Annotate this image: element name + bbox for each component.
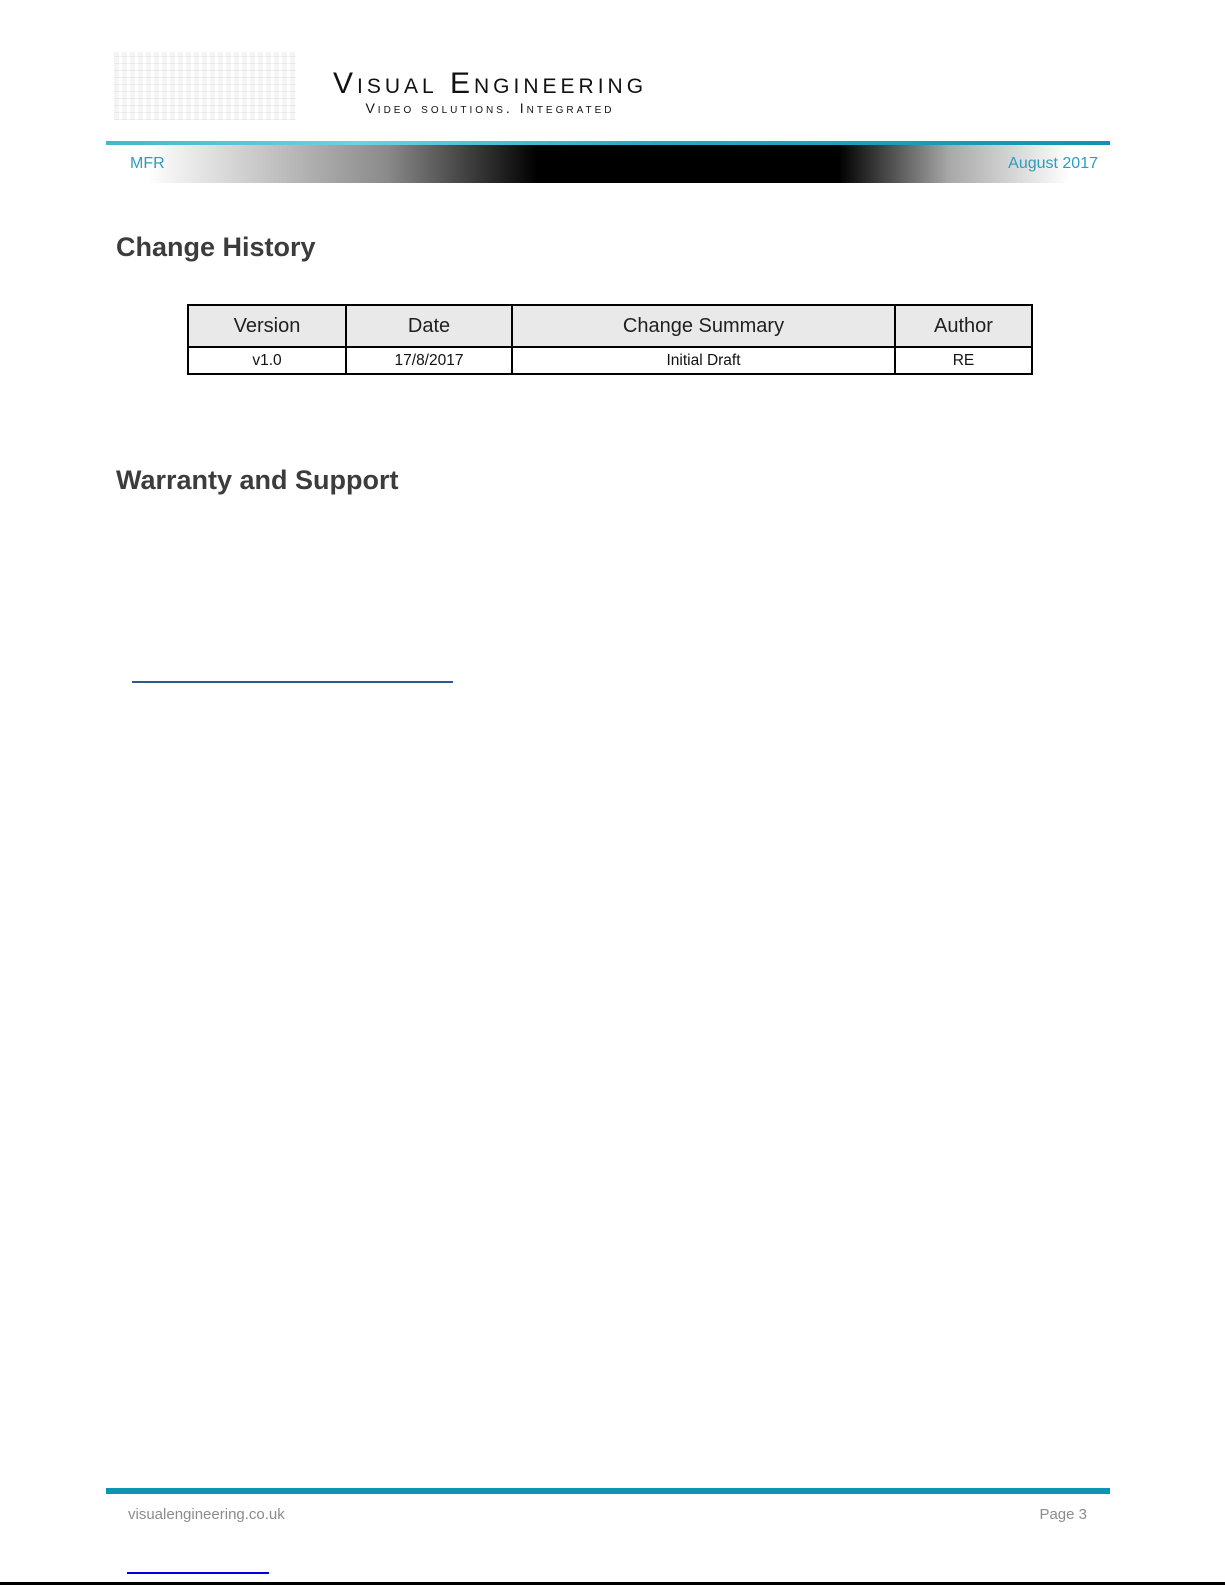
company-logo-title: Visual Engineering: [332, 67, 648, 100]
footer-accent-bar: [106, 1488, 1110, 1494]
footer-website: visualengineering.co.uk: [128, 1505, 285, 1523]
column-header-change-summary: Change Summary: [512, 305, 895, 347]
footer: [106, 1503, 1110, 1525]
column-header-date: Date: [346, 305, 512, 347]
column-header-author: Author: [895, 305, 1032, 347]
company-logo-tagline: Video solutions. Integrated: [365, 100, 615, 116]
company-logo: [250, 67, 730, 116]
cell-version: v1.0: [188, 347, 346, 374]
section-heading-warranty-support: Warranty and Support: [116, 465, 399, 495]
document-code: MFR: [130, 155, 165, 172]
document-date: August 2017: [1008, 155, 1098, 172]
table-row: [188, 347, 1032, 374]
bottom-link-underline[interactable]: [127, 1572, 269, 1574]
cell-change-summary: Initial Draft: [512, 347, 895, 374]
warranty-support-link-underline[interactable]: [132, 681, 453, 683]
change-history-table: [187, 304, 1033, 375]
section-heading-change-history: Change History: [116, 232, 316, 262]
table-header-row: [188, 305, 1032, 347]
footer-page-number: Page 3: [1039, 1505, 1087, 1523]
cell-date: 17/8/2017: [346, 347, 512, 374]
cell-author: RE: [895, 347, 1032, 374]
column-header-version: Version: [188, 305, 346, 347]
header-gradient-banner: [106, 145, 1110, 183]
